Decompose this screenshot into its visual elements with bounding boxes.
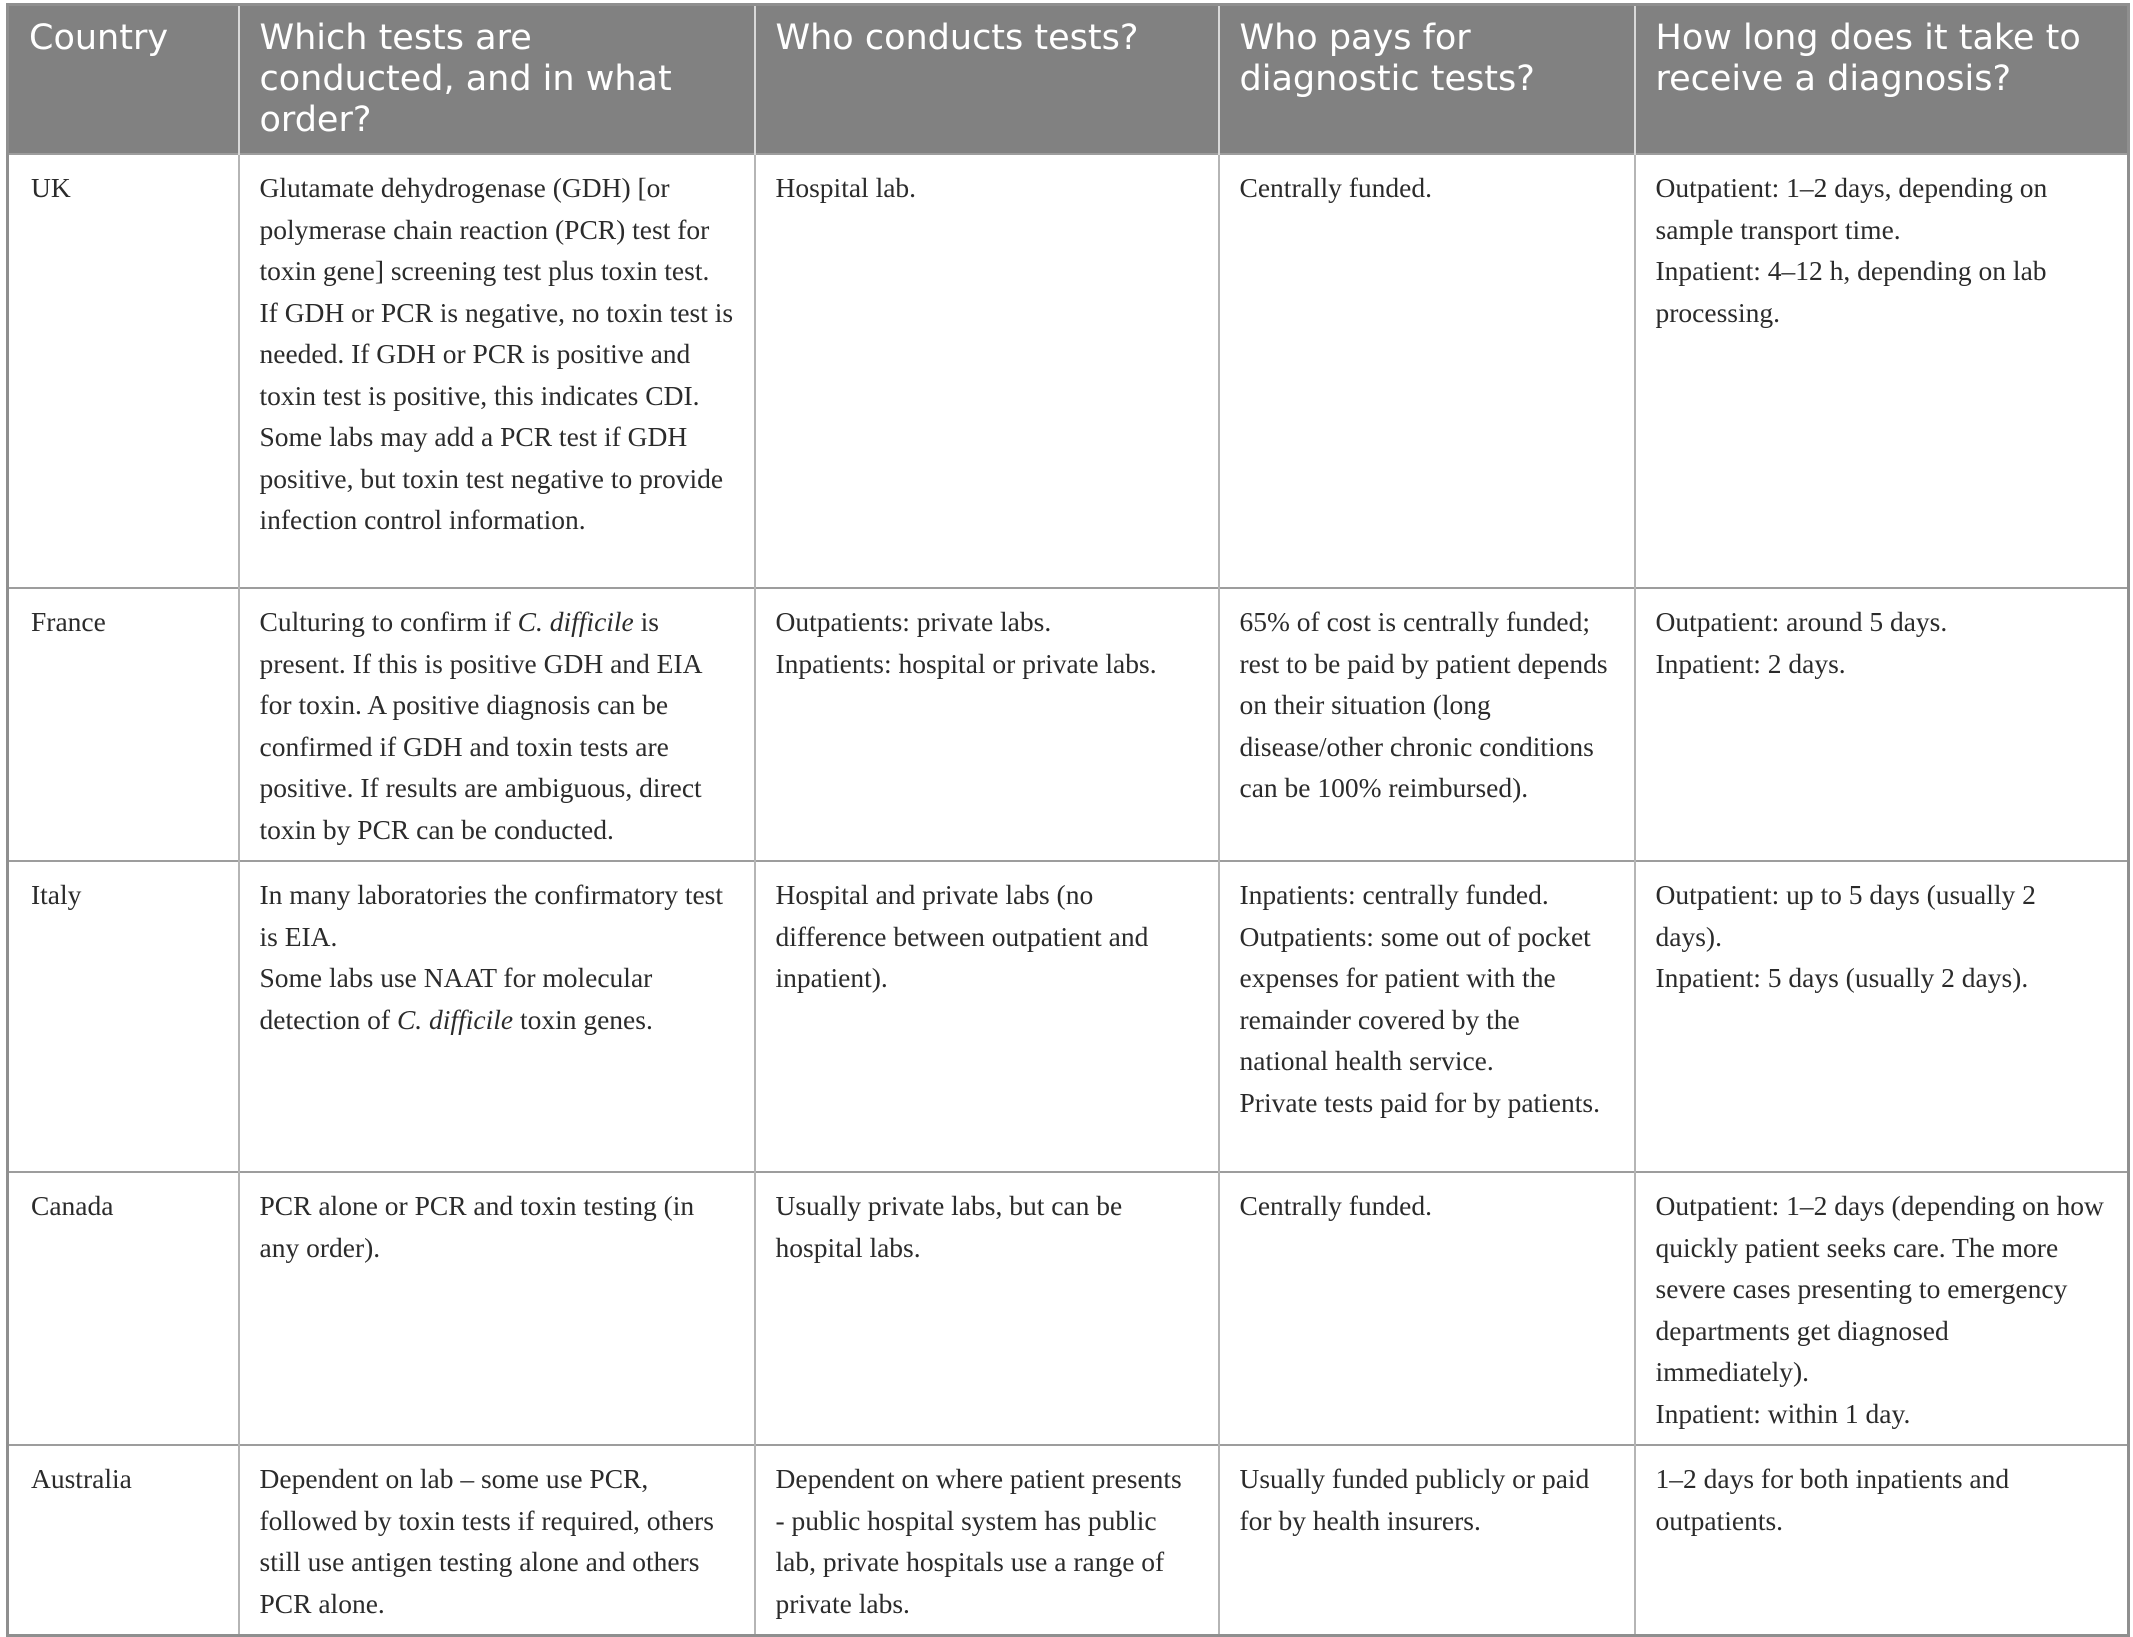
cell-tests: PCR alone or PCR and toxin testing (in any order).	[239, 1172, 755, 1445]
cell-line: 65% of cost is centrally funded; rest to be paid by patient depends on their situation (long disease/other chronic conditions can be 100% reimbursed).	[1239, 606, 1608, 803]
table-header	[8, 5, 2129, 155]
cell-line: Outpatient: around 5 days.	[1655, 606, 1948, 637]
header-who-conducts: Who conducts tests?	[755, 5, 1219, 155]
cell-line: Outpatient: 1–2 days (depending on how quickly patient seeks care. The more severe cases presenting to emergency departments get diagnosed immediately).	[1655, 1190, 2104, 1387]
table-row	[8, 1445, 2129, 1636]
cell-line: Dependent on where patient presents - public hospital system has public lab, private hospitals use a range of private labs.	[775, 1463, 1182, 1619]
cell-tests	[239, 588, 755, 861]
header-time-to-diagnosis: How long does it take to receive a diagnosis?	[1635, 5, 2129, 155]
cell-country: Australia	[8, 1445, 239, 1636]
cell-time	[1635, 861, 2129, 1172]
cell-line: Inpatients: hospital or private labs.	[775, 647, 1157, 679]
cell-line: Outpatients: some out of pocket expenses for patient with the remainder covered by the national health service.	[1239, 920, 1591, 1076]
header-who-pays: Who pays for diagnostic tests?	[1219, 5, 1635, 155]
cell-line: Hospital lab.	[775, 172, 917, 203]
cell-tests: Glutamate dehydrogenase (GDH) [or polymerase chain reaction (PCR) test for toxin gene] screening test plus toxin test. If GDH or PCR is negative, no toxin test is needed. If GDH or PCR is positive and toxin test is positive, this indicates CDI. Some labs may add a PCR test if GDH positive, but toxin test negative to provide infection control information.	[239, 154, 755, 588]
cell-line: Usually funded publicly or paid for by health insurers.	[1239, 1463, 1590, 1536]
cell-line: In many laboratories the confirmatory test is EIA.	[259, 879, 724, 952]
cell-line: Private tests paid for by patients.	[1239, 1086, 1600, 1118]
cell-who-conducts	[755, 1445, 1219, 1636]
cell-line: Centrally funded.	[1239, 1190, 1432, 1221]
cell-text: Some labs use NAAT for molecular detection of	[259, 962, 653, 1035]
cell-text: Culturing to confirm if	[259, 606, 518, 637]
cell-time	[1635, 1172, 2129, 1445]
cell-line: Inpatient: within 1 day.	[1655, 1397, 1911, 1429]
cell-line: Outpatients: private labs.	[775, 606, 1052, 637]
cell-who-conducts	[755, 1172, 1219, 1445]
cell-who-pays	[1219, 861, 1635, 1172]
header-country: Country	[8, 5, 239, 155]
cell-line: Hospital and private labs (no difference between outpatient and inpatient).	[775, 879, 1149, 993]
cell-who-conducts	[755, 588, 1219, 861]
cell-line: Outpatient: 1–2 days, depending on sample transport time.	[1655, 172, 2048, 245]
cell-line: Inpatients: centrally funded.	[1239, 879, 1549, 910]
cell-line: Centrally funded.	[1239, 172, 1432, 203]
cell-country: Italy	[8, 861, 239, 1172]
cell-time	[1635, 588, 2129, 861]
cell-tests: Dependent on lab – some use PCR, followed by toxin tests if required, others still use antigen testing alone and others PCR alone.	[239, 1445, 755, 1636]
table-row	[8, 1172, 2129, 1445]
cell-tests	[239, 861, 755, 1172]
species-name: C. difficile	[517, 606, 634, 637]
cell-country: France	[8, 588, 239, 861]
header-row	[8, 5, 2129, 155]
cell-line: 1–2 days for both inpatients and outpatients.	[1655, 1463, 2010, 1536]
cell-who-pays	[1219, 1172, 1635, 1445]
cell-who-conducts	[755, 154, 1219, 588]
cell-who-pays	[1219, 1445, 1635, 1636]
species-name: C. difficile	[396, 1003, 514, 1035]
cell-who-pays	[1219, 588, 1635, 861]
cell-time	[1635, 1445, 2129, 1636]
cell-who-conducts	[755, 861, 1219, 1172]
table-body	[8, 154, 2129, 1636]
cell-line: Inpatient: 4–12 h, depending on lab processing.	[1655, 255, 2047, 328]
cell-text: is present. If this is positive GDH and EIA for toxin. A positive diagnosis can be confirmed if GDH and toxin tests are positive. If results are ambiguous, direct toxin by PCR can be conducted.	[259, 606, 702, 845]
cell-line: Usually private labs, but can be hospital labs.	[775, 1190, 1123, 1263]
cell-country: UK	[8, 154, 239, 588]
cell-who-pays	[1219, 154, 1635, 588]
table-row	[8, 861, 2129, 1172]
cell-time	[1635, 154, 2129, 588]
header-tests: Which tests are conducted, and in what order?	[239, 5, 755, 155]
table-row	[8, 154, 2129, 588]
cell-text: toxin genes.	[513, 1003, 653, 1035]
diagnosis-table	[6, 3, 2130, 1637]
table-row	[8, 588, 2129, 861]
cell-line: Inpatient: 5 days (usually 2 days).	[1655, 962, 2029, 993]
cell-line	[260, 957, 734, 1040]
cell-line: Inpatient: 2 days.	[1655, 647, 1846, 679]
cell-country: Canada	[8, 1172, 239, 1445]
cell-line: Outpatient: up to 5 days (usually 2 days).	[1655, 879, 2036, 952]
diagnosis-table-container	[6, 3, 2127, 1637]
